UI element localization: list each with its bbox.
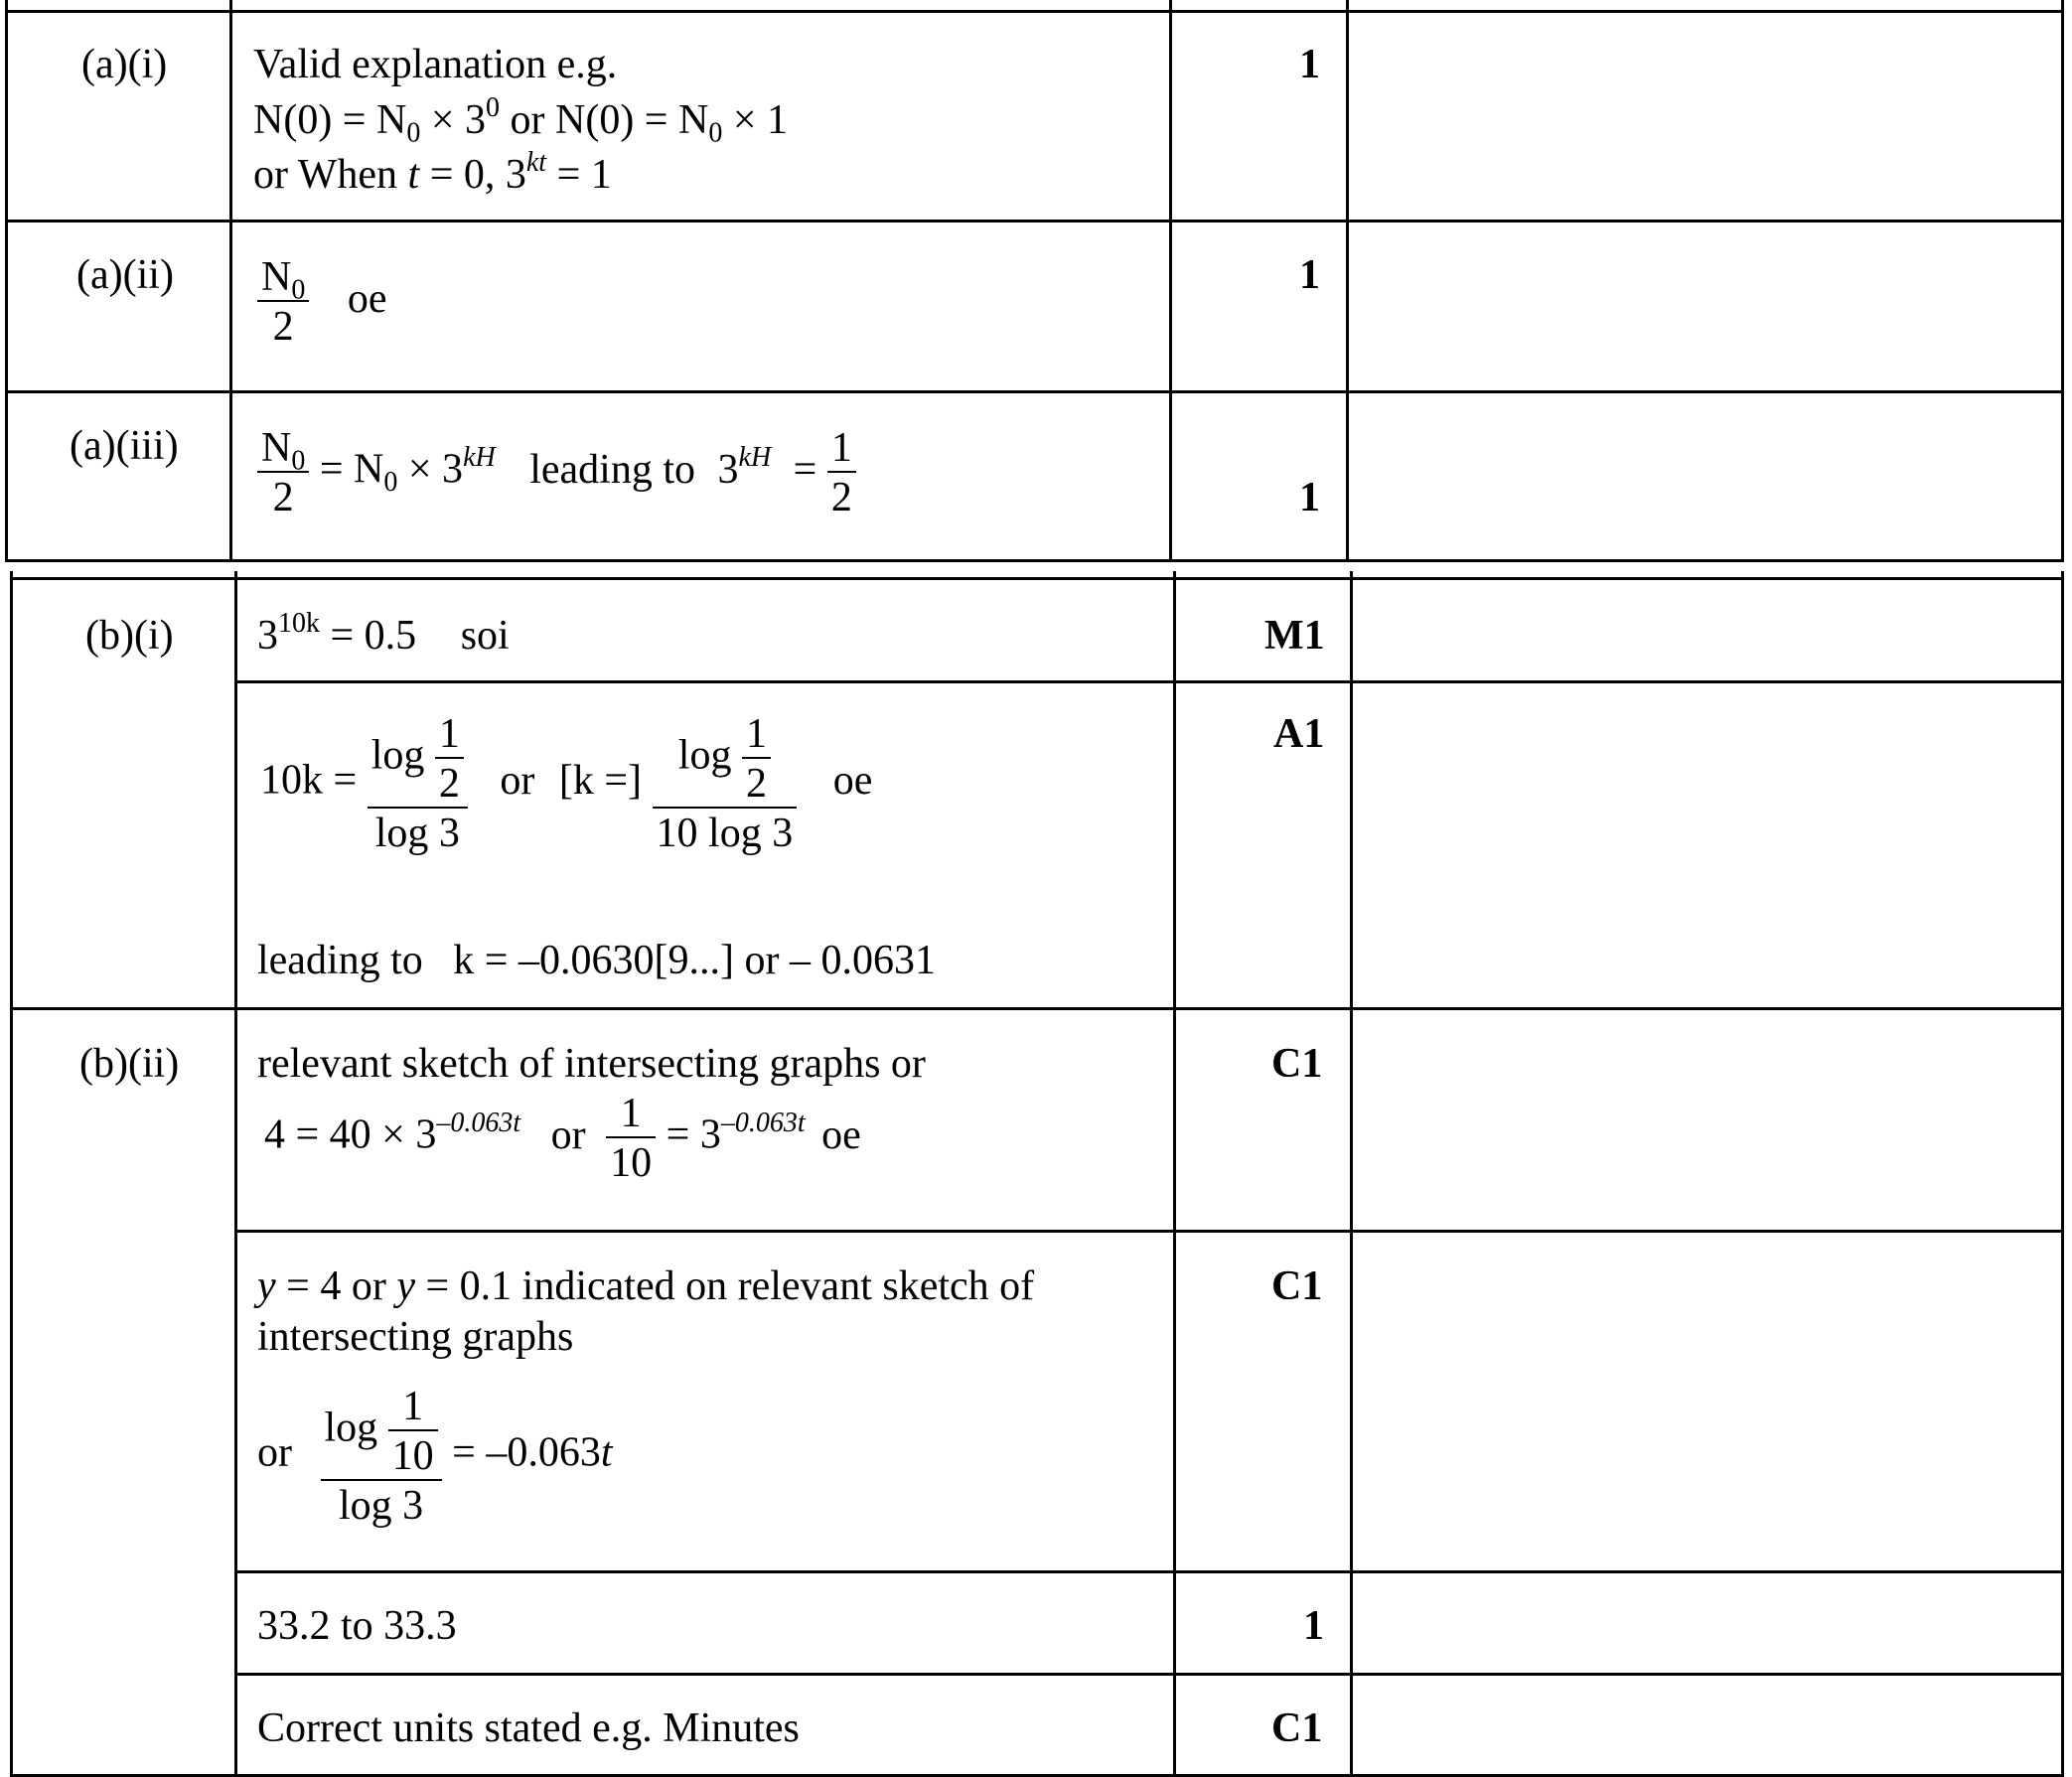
math-text: oe <box>832 757 873 804</box>
answer-line <box>257 940 936 981</box>
rule <box>5 390 2063 393</box>
mark: C1 <box>1271 1041 1323 1087</box>
fraction-denominator: 10 <box>610 1140 653 1186</box>
mark: 1 <box>1299 42 1320 87</box>
fraction <box>257 256 309 348</box>
mark: M1 <box>1264 613 1325 659</box>
math-text: = 1 <box>546 152 612 198</box>
answer-line: Valid explanation e.g. <box>253 42 618 87</box>
rule <box>234 1230 2064 1233</box>
fraction-numerator <box>368 713 468 809</box>
fraction <box>368 713 468 854</box>
answer-line <box>257 256 387 348</box>
superscript: kH <box>738 441 772 473</box>
rule <box>2061 571 2064 1777</box>
math-text: = –0.063 <box>452 1429 601 1476</box>
answer-line: intersecting graphs <box>257 1314 574 1360</box>
rule <box>10 577 2064 580</box>
math-text: or When <box>253 152 408 198</box>
math-text: = N <box>319 446 384 493</box>
superscript: –0.063t <box>720 1107 806 1138</box>
fraction-denominator: log 3 <box>339 1483 424 1529</box>
math-text: = 4 or <box>275 1263 397 1309</box>
superscript: 0 <box>486 92 501 124</box>
rule <box>5 559 2063 562</box>
math-text: leading to <box>257 938 423 983</box>
mark: A1 <box>1273 711 1325 757</box>
fraction-numerator: 1 <box>388 1386 438 1431</box>
rule <box>234 680 2064 683</box>
rule <box>5 10 2063 13</box>
rule <box>234 1570 2064 1573</box>
part-label: (b)(ii) <box>79 1041 180 1087</box>
fraction-numerator: 1 <box>742 713 771 759</box>
part-label: (a)(ii) <box>76 252 174 298</box>
rule <box>5 0 8 562</box>
fraction-denominator: 2 <box>745 761 767 807</box>
subscript: 0 <box>291 445 306 477</box>
mark: 1 <box>1303 1603 1324 1649</box>
rule <box>2061 0 2064 562</box>
fraction <box>388 1386 438 1477</box>
fraction <box>435 713 464 805</box>
fraction-numerator: 1 <box>606 1093 656 1138</box>
math-text: = 0.5 <box>320 613 417 659</box>
math-text: 4 = 40 × 3 <box>264 1111 437 1158</box>
math-var: t <box>600 1429 613 1476</box>
math-text: k = –0.0630[9...] or – 0.0631 <box>453 938 936 983</box>
answer-line <box>260 713 872 854</box>
superscript: kt <box>525 147 547 179</box>
math-text: or <box>550 1111 586 1158</box>
math-text: or <box>500 757 535 804</box>
math-text: N <box>261 254 292 300</box>
math-text: soi <box>460 613 510 659</box>
answer-line <box>257 1265 1034 1307</box>
rule <box>229 0 232 562</box>
rule <box>234 1673 2064 1676</box>
math-var: y <box>257 1263 276 1309</box>
math-text: log <box>677 732 732 779</box>
subscript: 0 <box>291 274 306 306</box>
part-label: (a)(iii) <box>70 423 179 469</box>
fraction-denominator: 2 <box>272 475 294 520</box>
fraction-denominator: 2 <box>438 761 460 807</box>
superscript: kH <box>463 441 496 473</box>
math-text: × 1 <box>722 97 789 143</box>
answer-line <box>264 1093 861 1184</box>
fraction-numerator: 1 <box>435 713 464 759</box>
math-text: × 3 <box>420 97 487 143</box>
math-text: or N(0) = N <box>500 97 709 143</box>
answer-line <box>257 608 510 659</box>
math-text: = 3 <box>666 1111 721 1158</box>
answer-line: relevant sketch of intersecting graphs or <box>257 1041 926 1087</box>
rule <box>234 571 237 1777</box>
fraction-numerator <box>257 254 309 306</box>
math-text: log <box>370 732 425 779</box>
fraction <box>827 427 856 518</box>
mark: 1 <box>1299 475 1320 520</box>
answer-line <box>253 92 789 149</box>
fraction-numerator <box>257 425 309 477</box>
math-text: or <box>257 1429 292 1476</box>
math-text: log <box>324 1405 378 1451</box>
math-var: t <box>407 152 420 198</box>
math-text: leading to <box>529 446 696 493</box>
answer-line <box>253 147 612 198</box>
rule <box>1173 571 1176 1777</box>
rule <box>1350 571 1353 1777</box>
fraction-denominator: 10 log 3 <box>656 811 794 856</box>
rule <box>1346 0 1349 562</box>
fraction <box>257 427 309 518</box>
math-text: oe <box>821 1111 861 1158</box>
rule <box>5 220 2063 222</box>
mark: C1 <box>1271 1263 1323 1309</box>
subscript: 0 <box>383 467 398 499</box>
part-label: (a)(i) <box>81 42 168 87</box>
fraction <box>653 713 798 854</box>
rule <box>1169 0 1172 562</box>
fraction-denominator: 2 <box>272 304 294 350</box>
math-text: 10k = <box>260 757 358 804</box>
math-text: N <box>261 425 292 471</box>
fraction <box>742 713 771 805</box>
superscript: 10k <box>278 608 320 640</box>
math-text: N(0) = N <box>253 97 407 143</box>
math-text: = <box>793 446 817 493</box>
superscript: –0.063t <box>436 1107 521 1138</box>
math-var: y <box>396 1263 415 1309</box>
mark: 1 <box>1299 252 1320 298</box>
answer-line: Correct units stated e.g. Minutes <box>257 1705 800 1751</box>
math-text: = 0.1 indicated on relevant sketch of <box>415 1263 1035 1309</box>
fraction-numerator <box>653 713 798 809</box>
mark: C1 <box>1271 1705 1323 1751</box>
subscript: 0 <box>708 117 723 149</box>
fraction-numerator <box>321 1386 442 1481</box>
math-text: × 3 <box>397 446 464 493</box>
answer-line: 33.2 to 33.3 <box>257 1603 457 1649</box>
fraction-denominator: 2 <box>830 475 852 520</box>
rule <box>10 1007 2064 1010</box>
answer-line <box>257 427 856 518</box>
rule <box>10 571 13 1777</box>
math-text: oe <box>347 275 387 322</box>
fraction <box>321 1386 442 1527</box>
fraction-denominator: 10 <box>391 1433 434 1479</box>
math-text: 3 <box>717 446 739 493</box>
math-text: = 0, 3 <box>419 152 526 198</box>
fraction-denominator: log 3 <box>374 811 460 856</box>
math-text: [k =] <box>558 757 643 804</box>
math-text: 3 <box>257 613 278 659</box>
subscript: 0 <box>406 117 421 149</box>
fraction <box>606 1093 656 1184</box>
answer-line <box>257 1386 613 1527</box>
fraction-numerator: 1 <box>827 427 856 473</box>
part-label: (b)(i) <box>85 613 174 659</box>
